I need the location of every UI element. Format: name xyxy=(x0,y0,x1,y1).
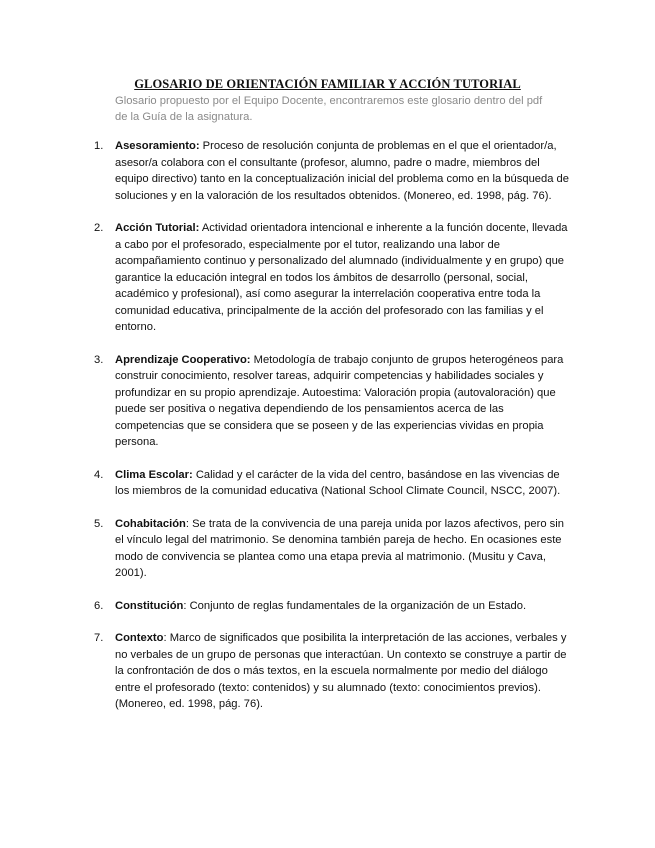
item-number: 6. xyxy=(94,599,104,612)
item-term: Contexto xyxy=(115,632,164,644)
item-definition: Metodología de trabajo conjunto de grupos heterogéneos para construir conocimiento, resolver tareas, adquirir competencias y habilidades sociales y profundizar en su propio aprendizaje. Autoestima: Valoración propia (autovaloración) que puede ser positiva o negativa dependiendo de los pensamientos acerca de las competencias que se considera que se poseen y de las experiencias vividas en propia persona. xyxy=(115,353,564,448)
glossary-list xyxy=(94,138,570,729)
item-term: Asesoramiento: xyxy=(115,140,200,152)
item-term: Acción Tutorial: xyxy=(115,222,200,234)
item-definition: : Conjunto de reglas fundamentales de la organización de un Estado. xyxy=(183,599,527,612)
item-number: 3. xyxy=(94,353,104,366)
item-term: Aprendizaje Cooperativo: xyxy=(115,353,251,366)
item-definition: : Marco de significados que posibilita la interpretación de las acciones, verbales y no verbales de un grupo de personas que interactúan. Un contexto se construye a partir de la confrontación de dos o más textos, en la escuela normalmente por medio del diálogo entre el profesorado (texto: contenidos) y su alumnado (texto: conocimientos previos). (Monereo, ed. 1998, pág. 76). xyxy=(115,632,567,710)
item-definition: Actividad orientadora intencional e inherente a la función docente, llevada a cabo por el profesorado, especialmente por el tutor, realizando una labor de acompañamiento continuo y personalizado del alumnado (individualmente y en grupo) que garantice la educación integral en todos los ámbitos de desarrollo (personal, social, académico y profesional), así como asegurar la interrelación cooperativa entre toda la comunidad educativa, principalmente de la acción del profesorado con las familias y el entorno. xyxy=(115,222,568,333)
page-subtitle: Glosario propuesto por el Equipo Docente, encontraremos este glosario dentro del pdf de la Guía de la asignatura. xyxy=(115,95,543,123)
item-number: 5. xyxy=(94,517,104,530)
item-term: Cohabitación xyxy=(115,517,186,530)
glossary-item xyxy=(94,220,570,336)
item-term: Clima Escolar: xyxy=(115,468,193,481)
item-number: 2. xyxy=(94,222,104,234)
glossary-item xyxy=(94,630,570,713)
page-title: GLOSARIO DE ORIENTACIÓN FAMILIAR Y ACCIÓN TUTORIAL xyxy=(134,77,521,91)
glossary-item xyxy=(94,598,570,615)
item-number: 1. xyxy=(94,140,104,152)
item-definition: : Se trata de la convivencia de una pareja unida por lazos afectivos, pero sin el vínculo legal del matrimonio. Se denomina también pareja de hecho. En ocasiones este modo de convivencia se plantea como una etapa previa al matrimonio. (Musitu y Cava, 2001). xyxy=(115,517,564,579)
item-number: 7. xyxy=(94,632,104,644)
item-number: 4. xyxy=(94,468,104,481)
item-term: Constitución xyxy=(115,599,184,612)
item-definition: Proceso de resolución conjunta de problemas en el que el orientador/a, asesor/a colabora con el consultante (profesor, alumno, padre o madre, miembros del equipo directivo) tanto en la conceptualización inicial del problema como en la búsqueda de soluciones y en la valoración de los resultados obtenidos. (Monereo, ed. 1998, pág. 76). xyxy=(115,140,570,202)
glossary-item xyxy=(94,138,570,204)
item-definition: Calidad y el carácter de la vida del centro, basándose en las vivencias de los miembros de la comunidad educativa (National School Climate Council, NSCC, 2007). xyxy=(115,468,561,497)
glossary-item xyxy=(94,516,570,582)
glossary-item xyxy=(94,352,570,451)
glossary-item xyxy=(94,467,570,500)
